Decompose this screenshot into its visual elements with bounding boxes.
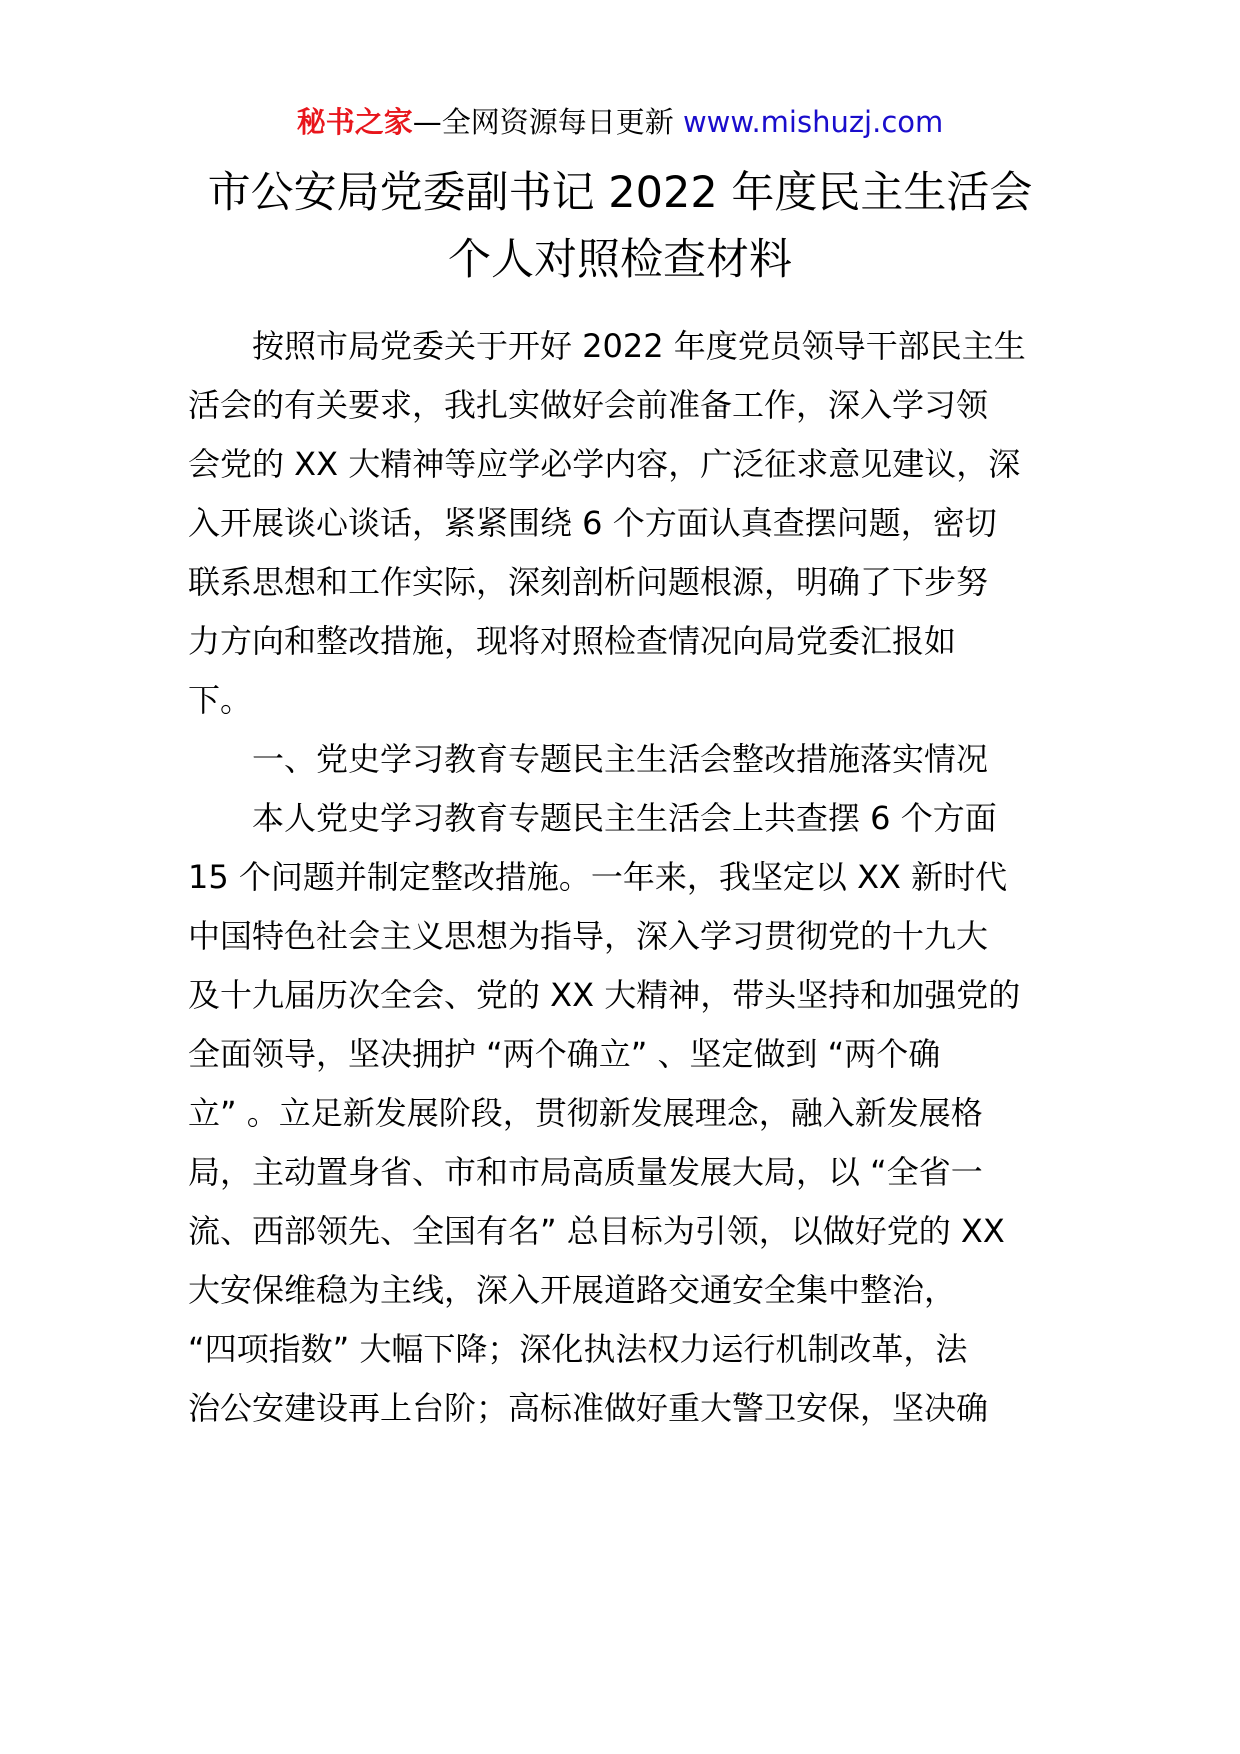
paragraph-2-line-1: 本人党史学习教育专题民主生活会上共查摆 6 个方面: [252, 799, 997, 837]
brand-name: 秘书之家: [296, 105, 413, 139]
paragraph-1-line-4: 入开展谈心谈话，紧紧围绕 6 个方面认真查摆问题，密切: [188, 504, 997, 542]
site-banner: [0, 102, 1240, 142]
paragraph-1-line-2: 活会的有关要求，我扎实做好会前准备工作，深入学习领: [188, 386, 989, 424]
document-title-line-1: 市公安局党委副书记 2022 年度民主生活会: [207, 168, 1033, 218]
paragraph-2-line-10: “四项指数” 大幅下降；深化执法权力运行机制改革，法: [188, 1330, 968, 1368]
site-url-link[interactable]: www.mishuzj.com: [682, 105, 944, 139]
paragraph-1-line-6: 力方向和整改措施，现将对照检查情况向局党委汇报如: [188, 622, 957, 660]
section-heading-1: 一、党史学习教育专题民主生活会整改措施落实情况: [252, 740, 989, 778]
paragraph-2-line-4: 及十九届历次全会、党的 XX 大精神，带头坚持和加强党的: [188, 976, 1021, 1014]
paragraph-2-line-6: 立” 。立足新发展阶段，贯彻新发展理念，融入新发展格: [188, 1094, 983, 1132]
paragraph-1-line-5: 联系思想和工作实际，深刻剖析问题根源，明确了下步努: [188, 563, 989, 601]
paragraph-1-line-7: 下。: [188, 681, 253, 719]
document-title-line-2: 个人对照检查材料: [448, 235, 792, 285]
paragraph-2-line-9: 大安保维稳为主线，深入开展道路交通安全集中整治，: [188, 1271, 957, 1309]
paragraph-1-line-3: 会党的 XX 大精神等应学必学内容，广泛征求意见建议，深: [188, 445, 1021, 483]
paragraph-2-line-5: 全面领导，坚决拥护 “两个确立” 、坚定做到 “两个确: [188, 1035, 941, 1073]
paragraph-1-line-1: 按照市局党委关于开好 2022 年度党员领导干部民主生: [252, 327, 1026, 365]
banner-tagline: —全网资源每日更新: [412, 105, 683, 139]
paragraph-2-line-3: 中国特色社会主义思想为指导，深入学习贯彻党的十九大: [188, 917, 989, 955]
paragraph-2-line-2: 15 个问题并制定整改措施。一年来，我坚定以 XX 新时代: [188, 858, 1008, 896]
paragraph-2-line-8: 流、西部领先、全国有名” 总目标为引领，以做好党的 XX: [188, 1212, 1005, 1250]
paragraph-2-line-11: 治公安建设再上台阶；高标准做好重大警卫安保，坚决确: [188, 1389, 989, 1427]
paragraph-2-line-7: 局，主动置身省、市和市局高质量发展大局，以 “全省一: [188, 1153, 983, 1191]
